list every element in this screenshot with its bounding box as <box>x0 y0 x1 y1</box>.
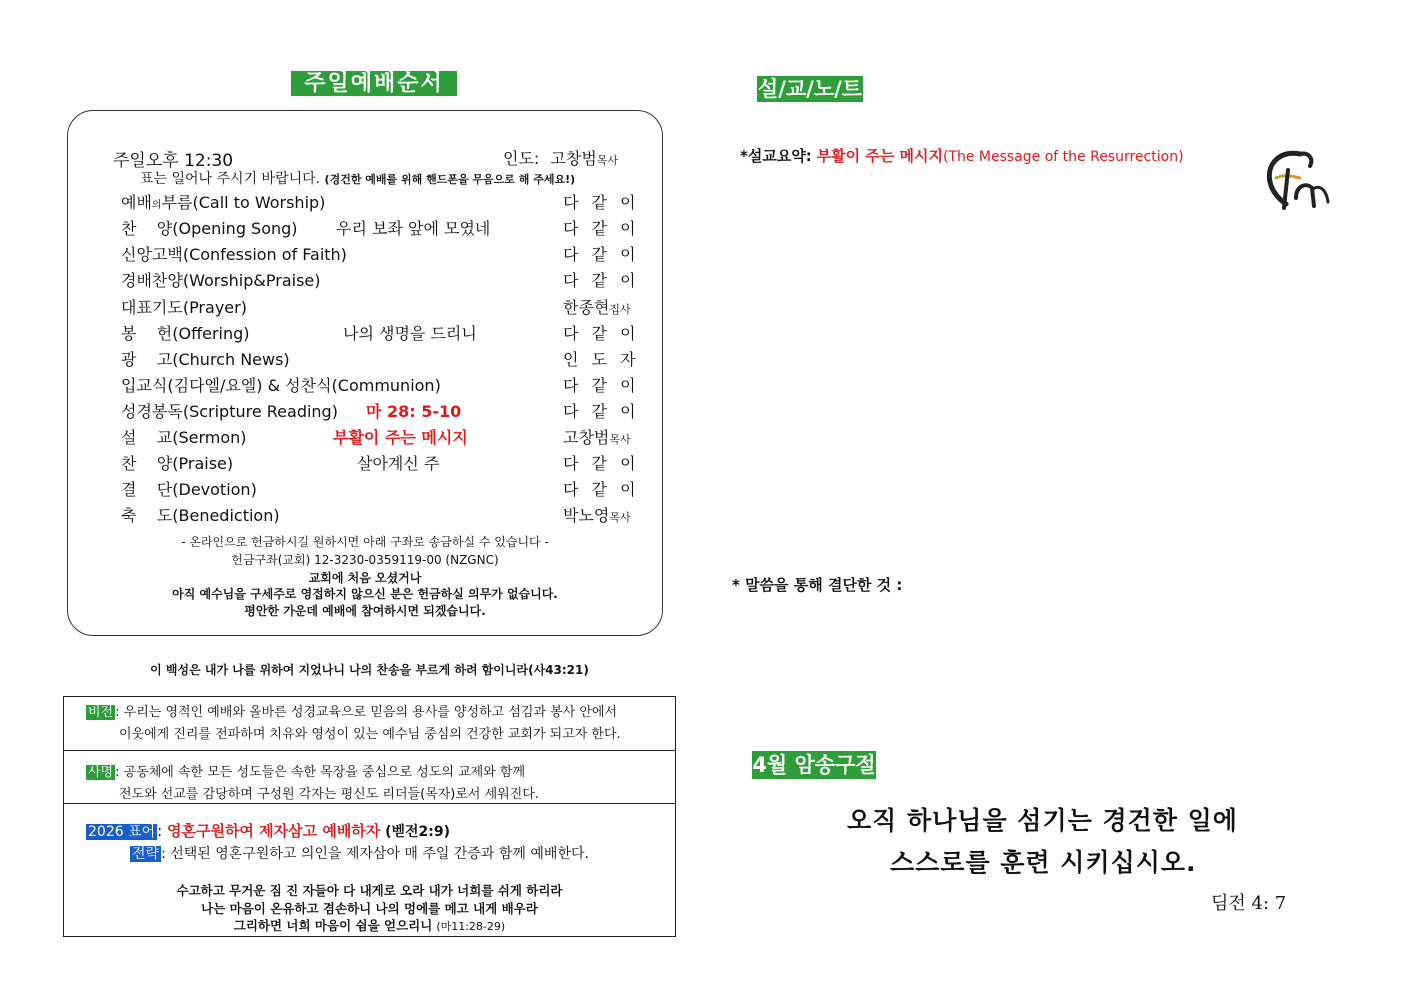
order-item-label: 경배찬양(Worship&Praise) <box>121 271 321 290</box>
order-item-leader <box>563 242 640 265</box>
offering-line-5: 평안한 가운데 예배에 참여하시면 되겠습니다. <box>244 604 486 618</box>
decision-label: * 말씀을 통해 결단한 것 : <box>732 576 903 594</box>
order-item-label: 입교식(김다엘/요엘) & 성찬식(Communion) <box>121 376 441 395</box>
order-row <box>121 268 641 292</box>
order-item-leader-name: 다 같 이 <box>563 193 640 212</box>
offering-line-1: - 온라인으로 헌금하시길 원하시면 아래 구좌로 송금하실 수 있습니다 - <box>181 535 549 549</box>
offering-line-3: 교회에 처음 오셨거나 <box>308 571 422 585</box>
order-item-leader-name: 한종현 <box>563 298 610 317</box>
order-row <box>121 216 641 240</box>
order-item-leader-name: 다 같 이 <box>563 219 640 238</box>
order-item-detail: 우리 보좌 앞에 모였네 <box>336 219 491 238</box>
order-item-leader <box>563 503 631 526</box>
mission-line-1 <box>86 761 525 780</box>
leader-name: 고창범 <box>550 149 597 168</box>
invitation-line-1: 수고하고 무거운 짐 진 자들아 다 내게로 오라 내가 너희를 쉬게 하리라 <box>176 883 563 898</box>
leader-label: 인도: <box>503 149 540 168</box>
order-row <box>121 242 641 266</box>
vision-line-2: 이웃에게 진리를 전파하며 치유와 영성이 있는 예수님 중심의 건강한 교회가 되고자 한다. <box>119 727 621 742</box>
vision-text-1: : 우리는 영적인 예배와 올바른 성경교육으로 믿음의 용사를 양성하고 섬김과 봉사 안에서 <box>115 705 618 720</box>
order-row <box>121 425 641 449</box>
church-logo-mark <box>1262 148 1334 214</box>
order-row <box>121 477 641 501</box>
memory-verse-reference: 딤전 4: 7 <box>1211 893 1287 914</box>
order-row <box>121 451 641 475</box>
sermon-note-title: 설/교/노/트 <box>757 77 863 101</box>
order-item-label: 신앙고백(Confession of Faith) <box>121 245 347 264</box>
summary-title: 부활이 주는 메시지 <box>816 147 943 165</box>
order-item-label: 성경봉독(Scripture Reading) <box>121 402 338 421</box>
vision-line-1 <box>86 701 617 720</box>
order-item-detail: 마 28: 5-10 <box>366 402 462 421</box>
invitation-line-2: 나는 마음이 온유하고 겸손하니 나의 멍에를 메고 내게 배우라 <box>201 901 538 916</box>
order-item-leader <box>563 321 640 344</box>
strategy-tag: 전략 <box>132 846 160 862</box>
stand-note <box>140 168 575 188</box>
order-item-leader-name: 다 같 이 <box>563 324 640 343</box>
summary-label: *설교요약: <box>740 147 812 165</box>
order-item-leader <box>563 399 640 422</box>
order-item-leader <box>563 347 640 370</box>
strategy-line <box>130 843 589 863</box>
mission-text-1: : 공동체에 속한 모든 성도들은 속한 목장을 중심으로 성도의 교제와 함께 <box>115 765 526 780</box>
order-item-detail: 나의 생명을 드리니 <box>343 324 477 343</box>
order-item-label: 광 고(Church News) <box>121 350 290 369</box>
order-item-label-small: 의 <box>151 200 162 211</box>
order-item-leader-name: 다 같 이 <box>563 271 640 290</box>
summary-english: (The Message of the Resurrection) <box>942 149 1184 165</box>
order-item-detail: 살아계신 주 <box>357 454 440 473</box>
order-item-leader-name: 다 같 이 <box>563 454 640 473</box>
order-item-leader <box>563 425 631 448</box>
order-of-service-title: 주일예배순서 <box>291 71 457 96</box>
order-item-label: 결 단(Devotion) <box>121 480 257 499</box>
order-item-leader-name: 다 같 이 <box>563 245 640 264</box>
invitation-line-3 <box>63 916 676 934</box>
order-item-label: 찬 양(Opening Song) <box>121 219 298 238</box>
order-item-leader-title: 집사 <box>609 303 631 316</box>
order-item-label: 봉 헌(Offering) <box>121 324 250 343</box>
strategy-text: : 선택된 영혼구원하고 의인을 제자삼아 매 주일 간증과 함께 예배한다. <box>161 846 589 862</box>
stand-note-text: 표는 일어나 주시기 바랍니다. <box>140 171 321 187</box>
order-item-label: 축 도(Benediction) <box>121 506 280 525</box>
order-item-label-part: 부름(Call to Worship) <box>161 193 326 212</box>
theme-verse: 이 백성은 내가 나를 위하여 지었나니 나의 찬송을 부르게 하려 함이니라(사43:21) <box>150 663 589 677</box>
goal-colon: : <box>157 822 163 840</box>
invitation-text-3: 그리하면 너희 마음이 쉼을 얻으리니 <box>233 918 433 933</box>
mission-line-2: 전도와 선교를 감당하며 구성원 각자는 평신도 리더들(목자)로서 세워진다. <box>119 787 539 802</box>
order-item-leader <box>563 451 640 474</box>
order-item-label: 대표기도(Prayer) <box>121 298 247 317</box>
invitation-ref: (마11:28-29) <box>436 920 506 933</box>
order-row <box>121 190 641 214</box>
order-item-label <box>121 190 325 213</box>
order-item-label-part: 예배 <box>121 193 152 212</box>
order-item-leader <box>563 216 640 239</box>
order-item-leader-name: 다 같 이 <box>563 402 640 421</box>
order-item-leader-name: 박노영 <box>563 506 610 525</box>
order-item-detail: 부활이 주는 메시지 <box>333 428 468 447</box>
church-logo <box>1262 148 1334 214</box>
order-item-leader <box>563 295 631 318</box>
order-row <box>121 503 641 527</box>
vision-tag: 비전 <box>88 705 114 720</box>
order-item-leader-name: 다 같 이 <box>563 376 640 395</box>
order-row <box>121 347 641 371</box>
offering-line-4: 아직 예수님을 구세주로 영접하지 않으신 분은 헌금하실 의무가 없습니다. <box>172 587 558 601</box>
order-item-leader <box>563 268 640 291</box>
order-row <box>121 373 641 397</box>
order-item-leader-title: 목사 <box>609 433 631 446</box>
goal-ref: (벧전2:9) <box>385 824 451 840</box>
offering-line-2: 헌금구좌(교회) 12-3230-0359119-00 (NZGNC) <box>231 553 499 567</box>
memory-verse-title: 4월 암송구절 <box>752 753 876 777</box>
memory-verse-line-1: 오직 하나님을 섬기는 경건한 일에 <box>847 806 1238 835</box>
phone-note: (경건한 예배를 위해 핸드폰을 무음으로 해 주세요!) <box>324 173 576 186</box>
order-item-leader-name: 인 도 자 <box>563 350 640 369</box>
service-time: 주일오후 12:30 <box>113 151 234 171</box>
goal-line <box>86 820 450 841</box>
order-row <box>121 295 641 319</box>
order-item-leader <box>563 373 640 396</box>
memory-verse-line-2: 스스로를 훈련 시키십시오. <box>890 848 1197 877</box>
order-item-leader <box>563 190 640 213</box>
order-item-leader <box>563 477 640 500</box>
leader <box>503 146 618 169</box>
order-row <box>121 321 641 345</box>
order-item-leader-name: 다 같 이 <box>563 480 640 499</box>
goal-text: 영혼구원하여 제자삼고 예배하자 <box>166 822 381 840</box>
order-item-label: 설 교(Sermon) <box>121 428 247 447</box>
order-item-leader-name: 고창범 <box>563 428 610 447</box>
mission-tag: 사명 <box>88 765 114 780</box>
order-row <box>121 399 641 423</box>
order-item-leader-title: 목사 <box>609 511 631 524</box>
order-item-label: 찬 양(Praise) <box>121 454 234 473</box>
leader-title: 목사 <box>596 154 619 167</box>
sermon-summary <box>740 145 1184 166</box>
goal-tag: 2026 표어 <box>88 824 156 840</box>
